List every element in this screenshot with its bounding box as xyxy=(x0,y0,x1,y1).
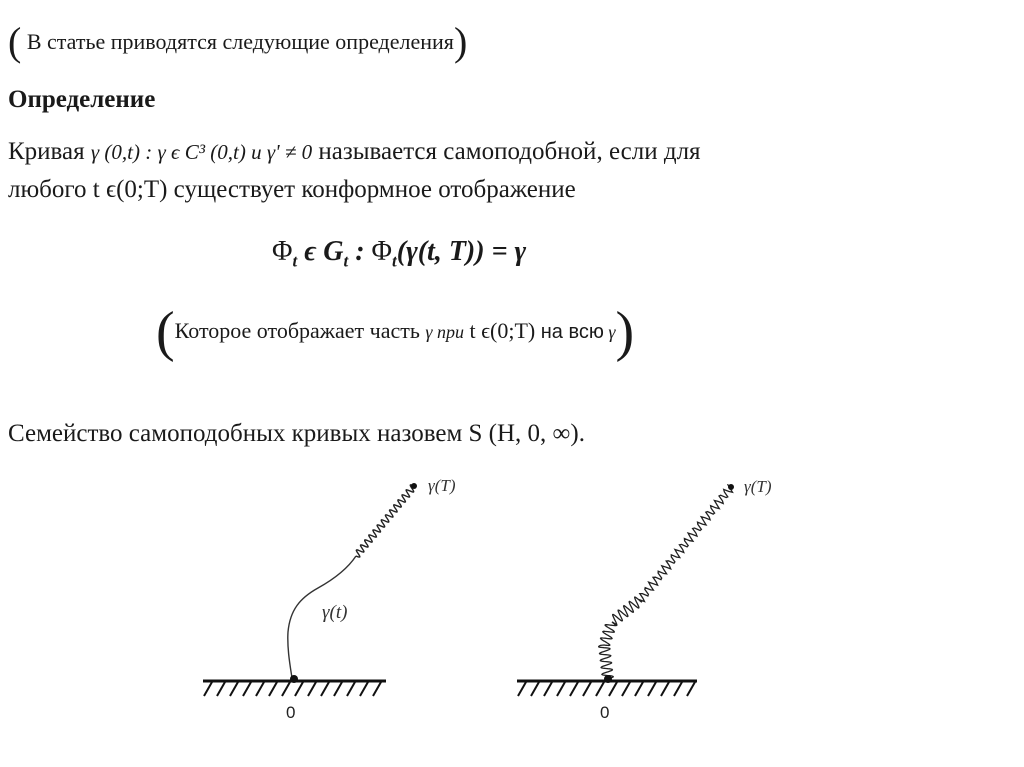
formula-in: ϵ xyxy=(297,236,324,267)
note-line xyxy=(156,300,634,364)
family-definition: Семейство самоподобных кривых назовем S (H, 0, ∞). xyxy=(8,420,585,447)
definition-formula: γ (0,t) : γ ϵ C³ (0,t) и γ' ≠ 0 xyxy=(90,140,313,164)
left-wiggly-curve xyxy=(356,485,414,557)
section-heading: Определение xyxy=(8,86,156,113)
main-formula xyxy=(272,236,526,272)
left-endpoint xyxy=(411,483,417,489)
intro-text: В статье приводятся следующие определения xyxy=(21,29,454,54)
formula-phi-2: Φ xyxy=(371,236,393,267)
formula-group: G xyxy=(323,236,344,267)
left-ground-hatch xyxy=(204,682,381,696)
left-origin-label: 0 xyxy=(286,703,296,722)
left-top-label: γ(T) xyxy=(428,476,456,495)
intro-open-paren: ( xyxy=(8,19,22,64)
intro-line xyxy=(8,18,467,65)
right-origin-point xyxy=(604,675,612,683)
formula-group-sub: t xyxy=(343,251,349,271)
note-sans: на всю xyxy=(540,321,604,343)
right-figure xyxy=(517,477,772,722)
right-wiggly-curve xyxy=(599,484,733,679)
note-gamma: γ xyxy=(603,322,616,342)
note-italic: γ при xyxy=(425,322,464,342)
definition-line-2: любого t ϵ(0;T) существует конформное отображение xyxy=(8,176,576,203)
formula-sub: t xyxy=(292,251,298,271)
formula-phi: Φ xyxy=(272,236,293,267)
formula-sub-2: t xyxy=(392,251,397,271)
left-curve-label: γ(t) xyxy=(322,602,348,623)
left-origin-point xyxy=(290,675,298,683)
intro-close-paren: ) xyxy=(453,19,468,64)
right-ground-hatch xyxy=(518,682,695,696)
note-close-paren: ) xyxy=(615,301,635,363)
note-text: Которое отображает часть xyxy=(174,318,426,343)
formula-colon: : xyxy=(348,236,372,267)
curves-figure xyxy=(0,460,1024,730)
note-open-paren: ( xyxy=(156,301,175,363)
definition-word: Кривая xyxy=(8,138,91,165)
right-top-label: γ(T) xyxy=(744,477,772,496)
right-origin-label: 0 xyxy=(600,703,610,722)
formula-argument: (γ(t, T)) = γ xyxy=(396,236,527,267)
note-interval: t ϵ(0;T) xyxy=(463,318,541,343)
definition-paragraph xyxy=(8,133,701,209)
left-figure xyxy=(203,476,456,722)
definition-rest: называется самоподобной, если для xyxy=(312,138,701,165)
definition-line-1 xyxy=(8,133,701,171)
right-endpoint xyxy=(728,484,734,490)
